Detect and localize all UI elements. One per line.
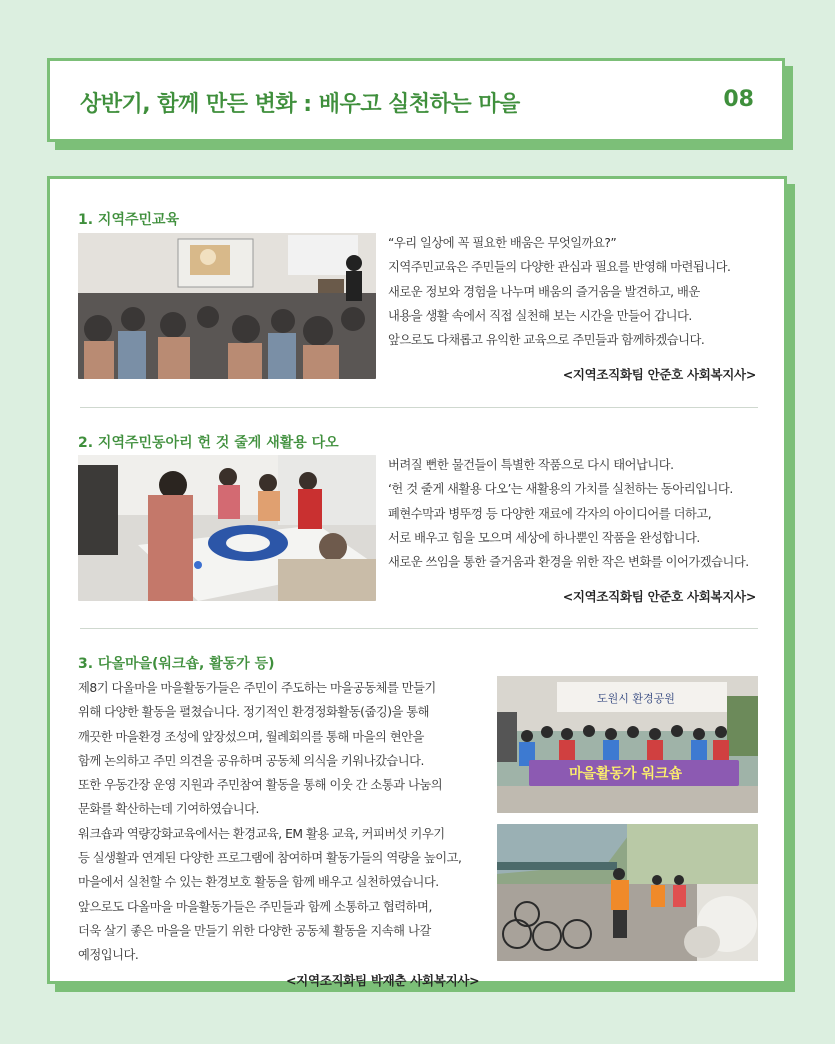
section-2-line: 버려질 뻔한 물건들이 특별한 작품으로 다시 태어납니다. (388, 458, 674, 472)
page-title: 상반기, 함께 만든 변화 : 배우고 실천하는 마을 (80, 92, 520, 117)
photo-cleanup-activity (497, 824, 758, 961)
section-3-line: 깨끗한 마을환경 조성에 앞장섰으며, 월례회의를 통해 마을의 현안을 (78, 729, 424, 744)
section-3-line: 예정입니다. (78, 948, 139, 963)
section-1-line: 지역주민교육은 주민들의 다양한 관심과 필요를 반영해 마련됩니다. (388, 260, 731, 275)
section-1-text (388, 231, 730, 352)
content-box (47, 176, 787, 988)
photo-workshop-group (497, 676, 758, 813)
page-number: 08 (723, 87, 754, 112)
photo-upcycling-club (78, 455, 376, 601)
section-3-line: 또한 우동간장 운영 지원과 주민참여 활동을 통해 이웃 간 소통과 나눔의 (78, 778, 443, 793)
section-2-text (388, 453, 749, 574)
section-2-line: ‘헌 것 줄게 새활용 다오’는 새활용의 가치를 실천하는 동아리입니다. (388, 482, 733, 497)
section-3-title: 3. 다올마을(워크숍, 활동가 등) (78, 656, 275, 672)
divider-1 (80, 407, 758, 408)
section-3-line: 더욱 살기 좋은 마을을 만들기 위한 다양한 공동체 활동을 지속해 나갈 (78, 923, 431, 938)
section-2-line: 서로 배우고 힘을 모으며 세상에 하나뿐인 작품을 완성합니다. (388, 530, 700, 545)
photo-resident-education (78, 233, 376, 379)
workshop-banner-text: 마을활동가 워크숍 (569, 766, 683, 782)
building-sign-text: 도원시 환경공원 (597, 692, 675, 705)
section-3-line: 워크숍과 역량강화교육에서는 환경교육, EM 활용 교육, 커피버섯 키우기 (78, 826, 445, 841)
section-3-line: 문화를 확산하는데 기여하였습니다. (78, 802, 259, 817)
section-2-credit: <지역조직화팀 안준호 사회복지사> (562, 589, 756, 604)
section-3-line: 위해 다양한 활동을 펼쳤습니다. 정기적인 환경정화활동(줍깅)을 통해 (78, 705, 430, 720)
section-3-line: 마을에서 실천할 수 있는 환경보호 활동을 함께 배우고 실천하였습니다. (78, 875, 439, 890)
section-3-text (78, 676, 461, 968)
section-1-line: 내용을 생활 속에서 직접 실천해 보는 시간을 만들어 갑니다. (388, 308, 692, 323)
section-3-line: 앞으로도 다올마을 마을활동가들은 주민들과 함께 소통하고 협력하며, (78, 899, 432, 914)
section-1-credit: <지역조직화팀 안준호 사회복지사> (562, 367, 756, 382)
header-box (47, 58, 785, 142)
section-1-line: 앞으로도 다채롭고 유익한 교육으로 주민들과 함께하겠습니다. (388, 333, 705, 348)
divider-2 (80, 628, 758, 629)
section-2-title: 2. 지역주민동아리 헌 것 줄게 새활용 다오 (78, 435, 339, 451)
section-3-line: 함께 논의하고 주민 의견을 공유하며 공동체 의식을 키워나갔습니다. (78, 753, 424, 768)
section-2-line: 새로운 쓰임을 통한 즐거움과 환경을 위한 작은 변화를 이어가겠습니다. (388, 555, 749, 570)
section-1-line: 새로운 정보와 경험을 나누며 배움의 즐거움을 발견하고, 배운 (388, 284, 700, 299)
section-2-line: 폐현수막과 병뚜껑 등 다양한 재료에 각자의 아이디어를 더하고, (388, 506, 712, 521)
section-3-line: 등 실생활과 연계된 다양한 프로그램에 참여하며 활동가들의 역량을 높이고, (78, 851, 462, 866)
section-3-line: 제8기 다올마을 마을활동가들은 주민이 주도하는 마을공동체를 만들기 (78, 681, 436, 695)
section-1-title: 1. 지역주민교육 (78, 212, 180, 228)
section-3-credit: <지역조직화팀 박재춘 사회복지사> (286, 973, 480, 988)
section-1-line: “우리 일상에 꼭 필요한 배움은 무엇일까요?” (388, 236, 617, 250)
